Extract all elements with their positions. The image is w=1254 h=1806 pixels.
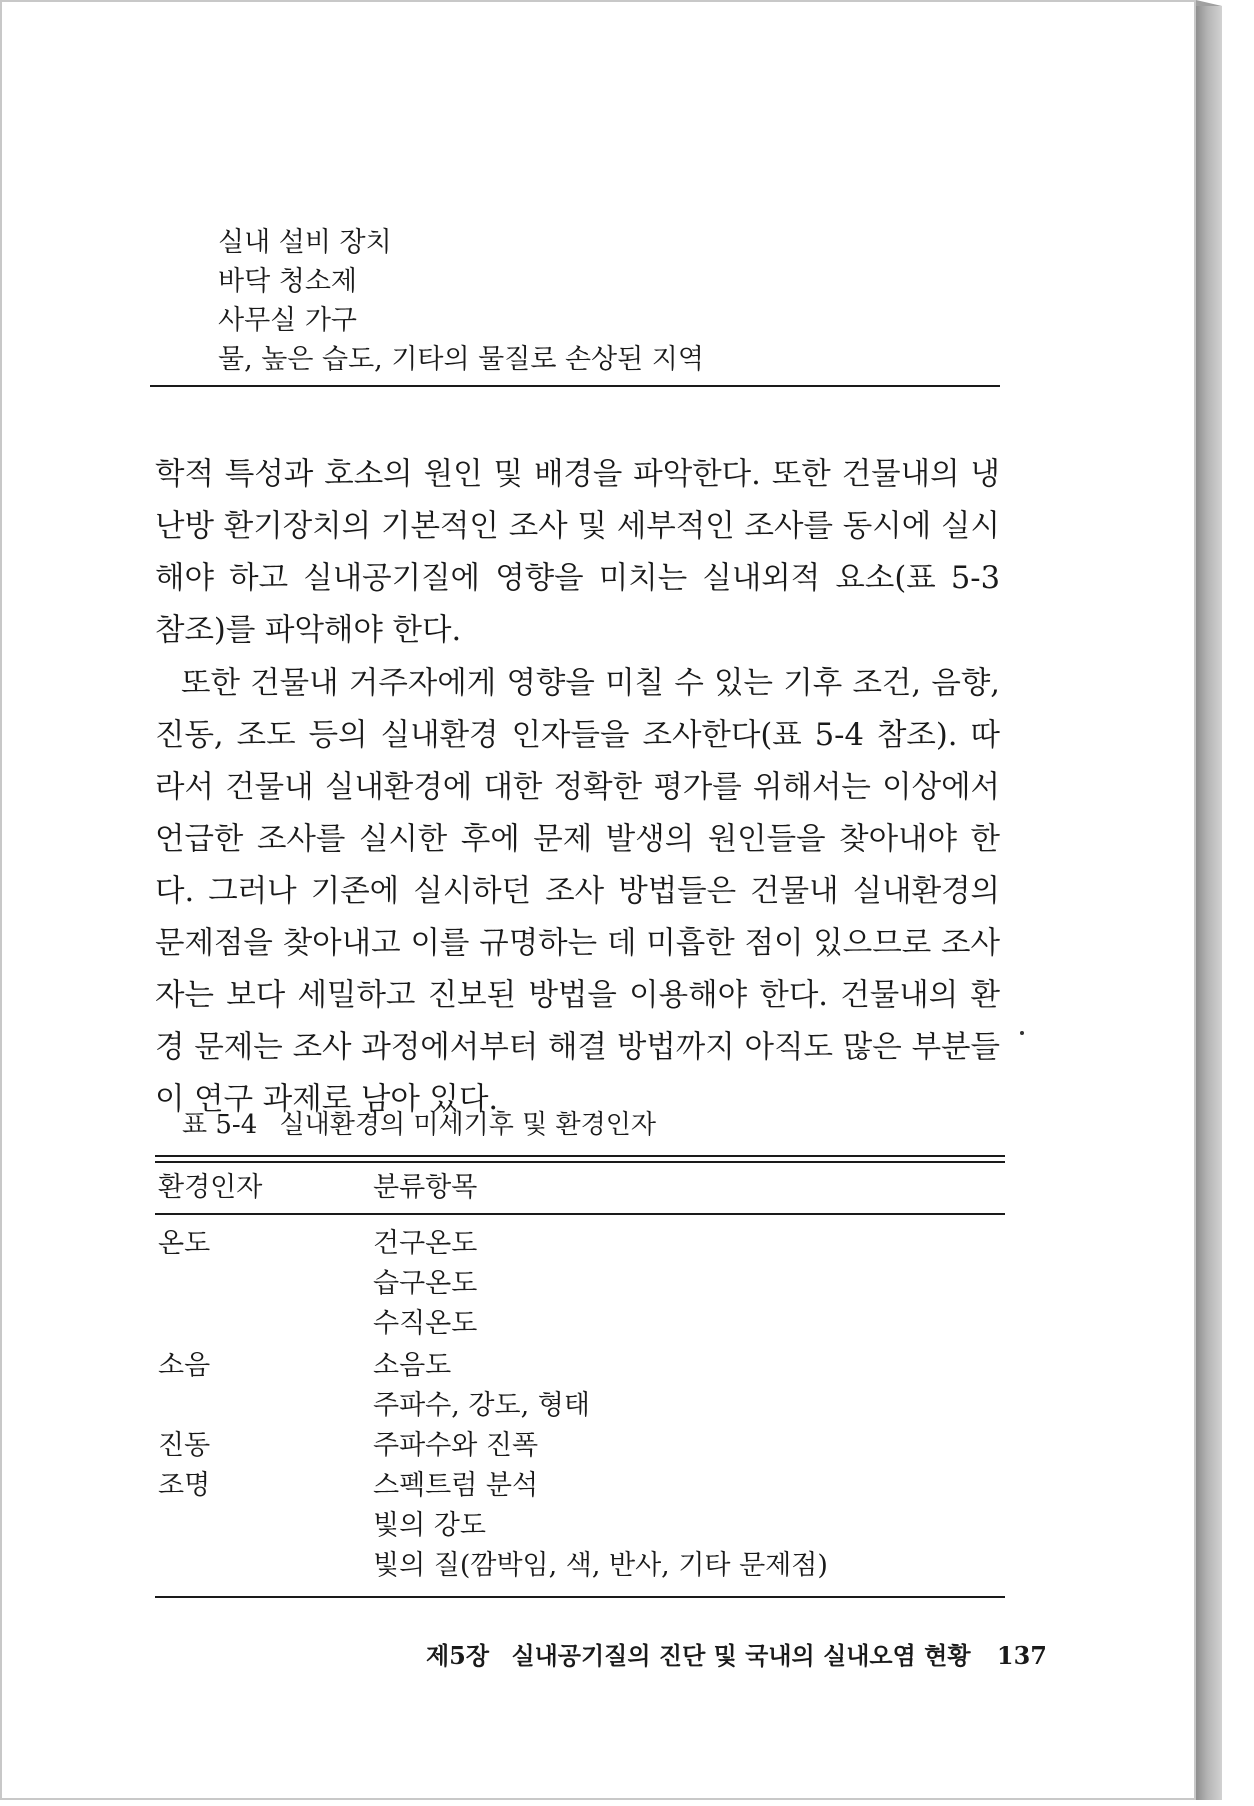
table-cell-factor: 조명 (158, 1470, 211, 1501)
table-cell-item: 소음도 (373, 1350, 452, 1381)
page-footer (426, 1638, 1047, 1674)
table-cell-factor: 소음 (158, 1350, 211, 1381)
table-header-factor: 환경인자 (158, 1172, 263, 1203)
body-paragraph-2-text: 또한 건물내 거주자에게 영향을 미칠 수 있는 기후 조건, 음향, 진동, 조도 등의 실내환경 인자들을 조사한다(표 5-4 참조). 따라서 건물내 실내환경에 대한 정확한 평가를 위해서는 이상에서 언급한 조사를 실시한 후에 문제 발생의 원인들을 찾아내야 한다. 그러나 기존에 실시하던 조사 방법들은 건물내 실내환경의 문제점을 찾아내고 이를 규명하는 데 미흡한 점이 있으므로 조사자는 보다 세밀하고 진보된 방법을 이용해야 한다. 건물내의 환경 문제는 조사 과정에서부터 해결 방법까지 아직도 많은 부분들이 연구 과제로 남아 있다. (155, 666, 1000, 1117)
list-bottom-rule (150, 385, 1000, 387)
table-top-rule (155, 1155, 1005, 1157)
table-header-item: 분류항목 (373, 1172, 478, 1203)
table-caption-title: 실내환경의 미세기후 및 환경인자 (279, 1110, 656, 1140)
table-header-rule (155, 1213, 1005, 1215)
table-cell-item: 빛의 질(깜박임, 색, 반사, 기타 문제점) (373, 1550, 828, 1581)
table-caption-label: 표 5-4 (182, 1110, 258, 1140)
list-item: 실내 설비 장치 (218, 227, 392, 258)
table-bottom-rule (155, 1596, 1005, 1598)
table-cell-factor: 진동 (158, 1430, 211, 1461)
footer-title: 실내공기질의 진단 및 국내의 실내오염 현황 (511, 1641, 971, 1670)
table-cell-item: 습구온도 (373, 1268, 478, 1299)
table-cell-item: 주파수와 진폭 (373, 1430, 539, 1461)
body-paragraph-1: 학적 특성과 호소의 원인 및 배경을 파악한다. 또한 건물내의 냉난방 환기장치의 기본적인 조사 및 세부적인 조사를 동시에 실시해야 하고 실내공기질에 영향을 미치는 실내외적 요소(표 5-3 참조)를 파악해야 한다. (155, 457, 1000, 648)
table-caption (182, 1107, 656, 1143)
table-cell-item: 스펙트럼 분석 (373, 1470, 539, 1501)
page-edge-shadow (1196, 6, 1222, 1800)
stray-dot (1020, 1031, 1024, 1035)
table-cell-item: 빛의 강도 (373, 1510, 486, 1541)
page-number: 137 (996, 1641, 1047, 1670)
footer-chapter: 제5장 (426, 1641, 490, 1670)
body-paragraph-2 (155, 658, 1000, 1126)
table-cell-factor: 온도 (158, 1228, 211, 1259)
table-top-rule-double (155, 1161, 1005, 1163)
table-cell-item: 수직온도 (373, 1308, 478, 1339)
list-item: 사무실 가구 (218, 305, 357, 336)
table-cell-item: 주파수, 강도, 형태 (373, 1390, 590, 1421)
table-cell-item: 건구온도 (373, 1228, 478, 1259)
list-item: 물, 높은 습도, 기타의 물질로 손상된 지역 (218, 344, 704, 375)
list-item: 바닥 청소제 (218, 266, 357, 297)
